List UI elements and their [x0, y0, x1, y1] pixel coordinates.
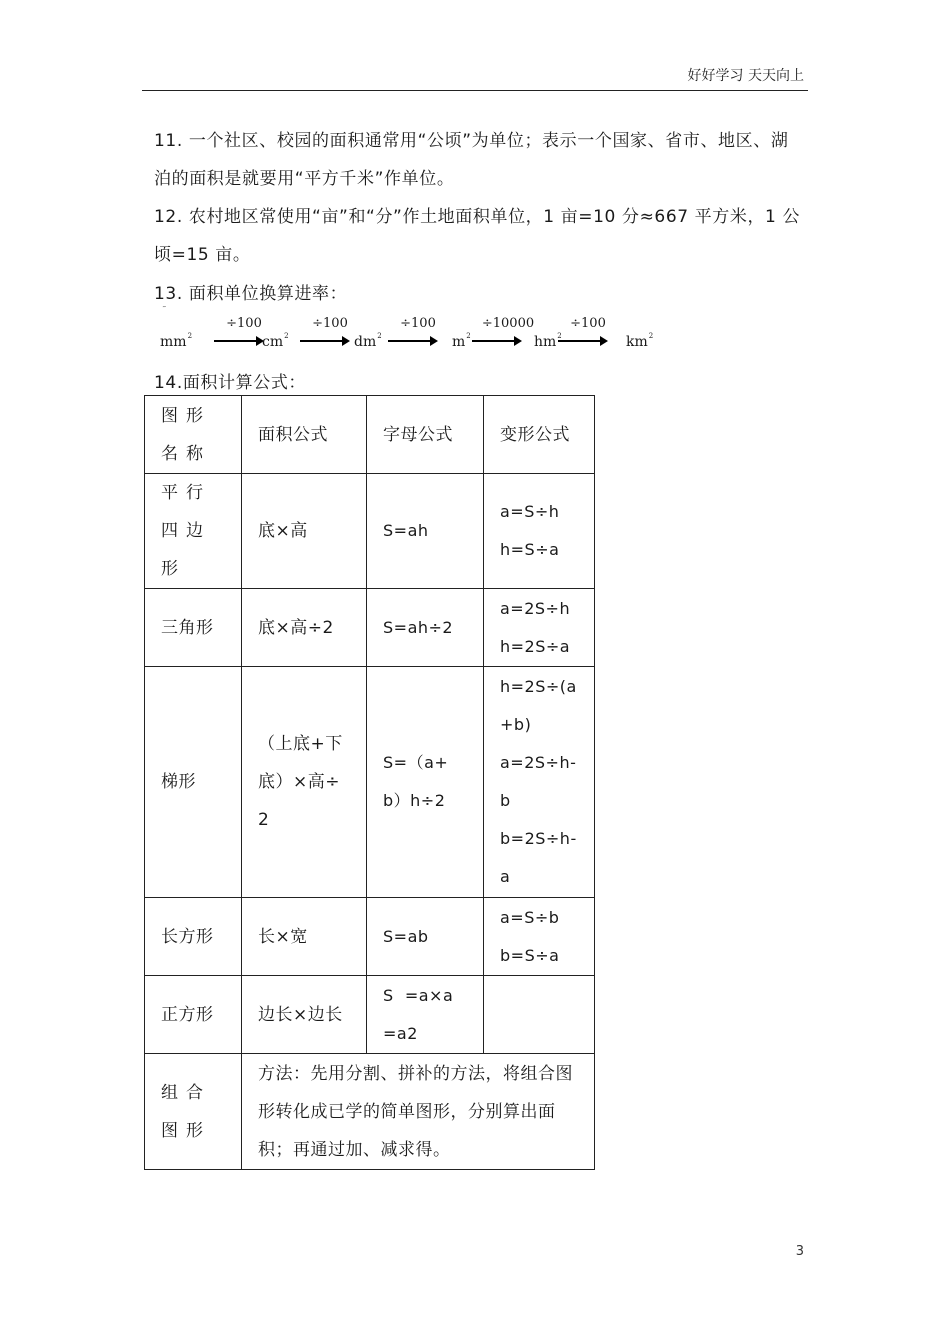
paragraph-12: 12. 农村地区常使用“亩”和“分”作土地面积单位，1 亩=10 分≈667 平方米，1 公顷=15 亩。 — [154, 207, 801, 265]
letter-formula: S =a×a=a2 — [367, 976, 484, 1054]
conversion-step-1: ÷100 — [214, 316, 274, 352]
variant-formulas: a=S÷b b=S÷a — [484, 898, 595, 976]
table-row-triangle — [145, 589, 595, 667]
page-header — [142, 60, 808, 91]
letter-formula: S=（a+b）h÷2 — [367, 667, 484, 898]
unit-km: $km^2$ — [626, 332, 654, 350]
table-row-combined — [145, 1054, 595, 1170]
unit-mm: $mm^2$ — [160, 332, 193, 350]
unit-conversion-chain — [160, 306, 680, 356]
header-motto: 好好学习 天天向上 — [687, 68, 804, 84]
unit-cm: $cm^2$ — [262, 332, 289, 350]
conversion-step-3: ÷100 — [388, 316, 448, 352]
shape-name: 梯形 — [145, 667, 242, 898]
conversion-step-2: ÷100 — [300, 316, 360, 352]
variant-formulas: a=S÷h h=S÷a — [484, 474, 595, 589]
arrow-icon — [472, 340, 516, 342]
arrow-icon — [388, 340, 432, 342]
conversion-step-5: ÷100 — [558, 316, 618, 352]
area-formula: 边长×边长 — [242, 976, 367, 1054]
header-letter-formula: 字母公式 — [367, 396, 484, 474]
area-formula: （上底+下底）×高÷2 — [242, 667, 367, 898]
variant-formulas: h=2S÷(a+b) a=2S÷h-b b=2S÷h-a — [484, 667, 595, 898]
unit-hm: $hm^2$ — [534, 332, 562, 350]
variant-formulas: a=2S÷h h=2S÷a — [484, 589, 595, 667]
header-area-formula: 面积公式 — [242, 396, 367, 474]
shape-name: 组合图形 — [145, 1054, 242, 1170]
table-row-parallelogram — [145, 474, 595, 589]
table-row-square — [145, 976, 595, 1054]
variant-formulas-empty — [484, 976, 595, 1054]
shape-name: 长方形 — [145, 898, 242, 976]
paragraph-13: 13. 面积单位换算进率： — [154, 284, 348, 304]
stray-mark: ˜ — [162, 306, 167, 316]
header-shape-name: 图形名称 — [145, 396, 242, 474]
shape-name: 三角形 — [145, 589, 242, 667]
table-row-trapezoid — [145, 667, 595, 898]
letter-formula: S=ab — [367, 898, 484, 976]
area-formula: 长×宽 — [242, 898, 367, 976]
paragraph-11: 11. 一个社区、校园的面积通常用“公顷”为单位；表示一个国家、省市、地区、湖泊的面积是就要用“平方千米”作单位。 — [154, 131, 789, 189]
unit-dm: $dm^2$ — [354, 332, 382, 350]
arrow-icon — [300, 340, 344, 342]
paragraph-14: 14.面积计算公式： — [154, 373, 307, 393]
area-formula: 底×高÷2 — [242, 589, 367, 667]
header-variant-formula: 变形公式 — [484, 396, 595, 474]
conversion-step-4: ÷10000 — [472, 316, 544, 352]
arrow-icon — [558, 340, 602, 342]
combined-method: 方法：先用分割、拼补的方法，将组合图形转化成已学的简单图形，分别算出面积；再通过加、减求得。 — [242, 1054, 595, 1170]
shape-name: 平行四边形 — [145, 474, 242, 589]
letter-formula: S=ah÷2 — [367, 589, 484, 667]
shape-name: 正方形 — [145, 976, 242, 1054]
table-header-row — [145, 396, 595, 474]
table-row-rectangle — [145, 898, 595, 976]
area-formula: 底×高 — [242, 474, 367, 589]
arrow-icon — [214, 340, 258, 342]
letter-formula: S=ah — [367, 474, 484, 589]
page-number: 3 — [795, 1244, 804, 1259]
area-formula-table — [144, 395, 595, 1170]
unit-m: $m^2$ — [452, 332, 471, 350]
